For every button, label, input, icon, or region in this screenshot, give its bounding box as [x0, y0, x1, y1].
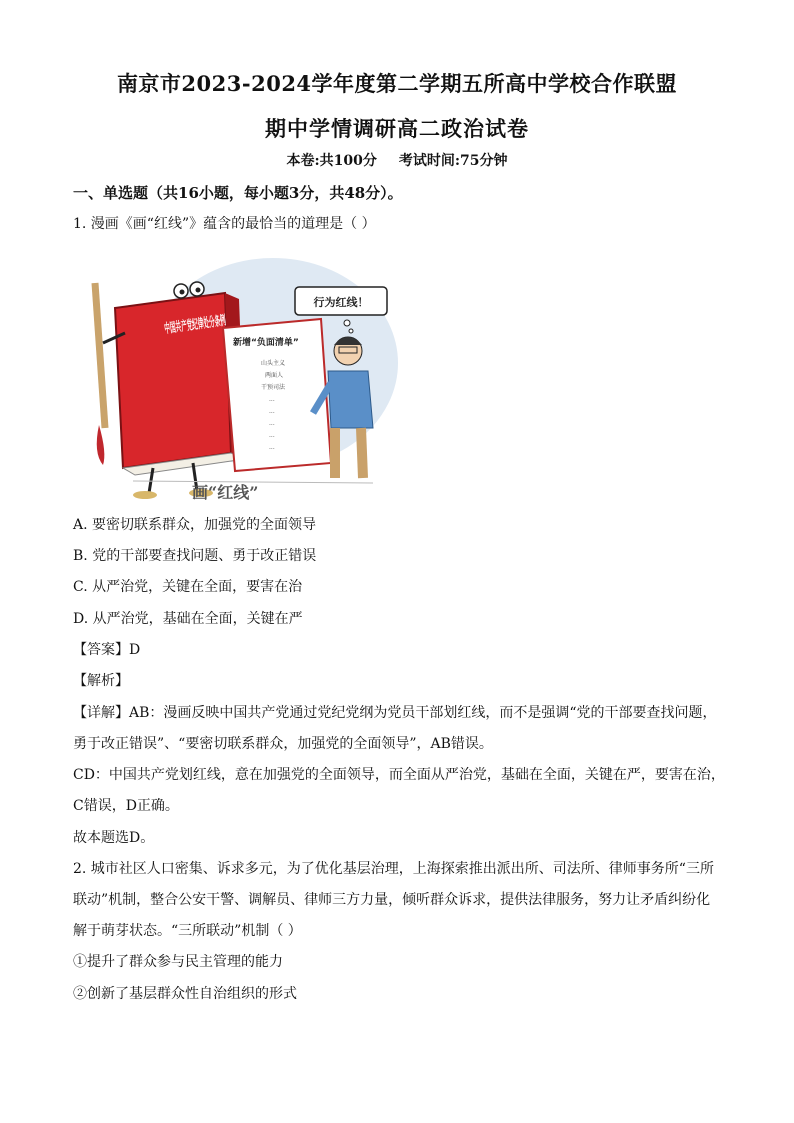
list-item: 干预司法 [261, 384, 286, 391]
list-item: 山头主义 [261, 360, 286, 367]
option-a: A. 要密切联系群众，加强党的全面领导 [73, 517, 317, 533]
question2-stem: 联动”机制，整合公安干警、调解员、律师三方力量，倾听群众诉求，提供法律服务，努力让矛盾纠纷化 [73, 892, 711, 908]
list-item: ... [269, 444, 275, 451]
score-info: 本卷:共100分 [286, 153, 377, 169]
detail-line: 故本题选D。 [73, 830, 155, 846]
cartoon-caption: 画“红线” [192, 483, 259, 502]
question2-option-2: ②创新了基层群众性自治组织的形式 [73, 986, 297, 1002]
list-item: ... [269, 432, 275, 439]
negative-list-paper [223, 319, 331, 471]
exam-meta [0, 150, 794, 170]
question2-option-1: ①提升了群众参与民主管理的能力 [73, 954, 283, 970]
list-item: ... [269, 396, 275, 403]
cartoon-illustration [73, 253, 403, 505]
option-d: D. 从严治党，基础在全面，关键在严 [73, 611, 303, 627]
list-title: 新增“负面清单” [233, 338, 299, 348]
list-item: 两面人 [265, 372, 284, 379]
detail-line: 【详解】AB：漫画反映中国共产党通过党纪党纲为党员干部划红线，而不是强调“党的干部要查找问题， [73, 705, 717, 721]
analysis-label: 【解析】 [73, 673, 129, 689]
list-item: ... [269, 420, 275, 427]
page-title-line1: 南京市2023-2024学年度第二学期五所高中学校合作联盟 [116, 71, 678, 96]
answer-label: 【答案】D [73, 642, 141, 658]
question2-stem: 解于萌芽状态。“三所联动”机制（ ） [73, 923, 302, 939]
detail-line: C错误，D正确。 [73, 798, 179, 814]
option-c: C. 从严治党，关键在全面，要害在治 [73, 579, 303, 595]
detail-line: CD：中国共产党划红线，意在加强党的全面领导，而全面从严治党，基础在全面，关键在严，要害在治， [73, 767, 725, 783]
question1-stem: 1. 漫画《画“红线”》蕴含的最恰当的道理是（ ） [73, 216, 376, 232]
option-b: B. 党的干部要查找问题、勇于改正错误 [73, 548, 317, 564]
red-book [115, 282, 245, 499]
list-item: ... [269, 408, 275, 415]
time-info: 考试时间:75分钟 [398, 153, 508, 169]
section-title: 一、单选题（共16小题，每小题3分，共48分）。 [73, 184, 403, 202]
detail-line: 勇于改正错误”、“要密切联系群众，加强党的全面领导”，AB错误。 [73, 736, 493, 752]
page-title-line2: 期中学情调研高二政治试卷 [265, 116, 529, 141]
cartoon-image [73, 253, 403, 505]
question2-stem: 2. 城市社区人口密集、诉求多元，为了优化基层治理，上海探索推出派出所、司法所、律师事务所“三所 [73, 861, 714, 877]
speech-text: 行为红线！ [313, 296, 369, 309]
